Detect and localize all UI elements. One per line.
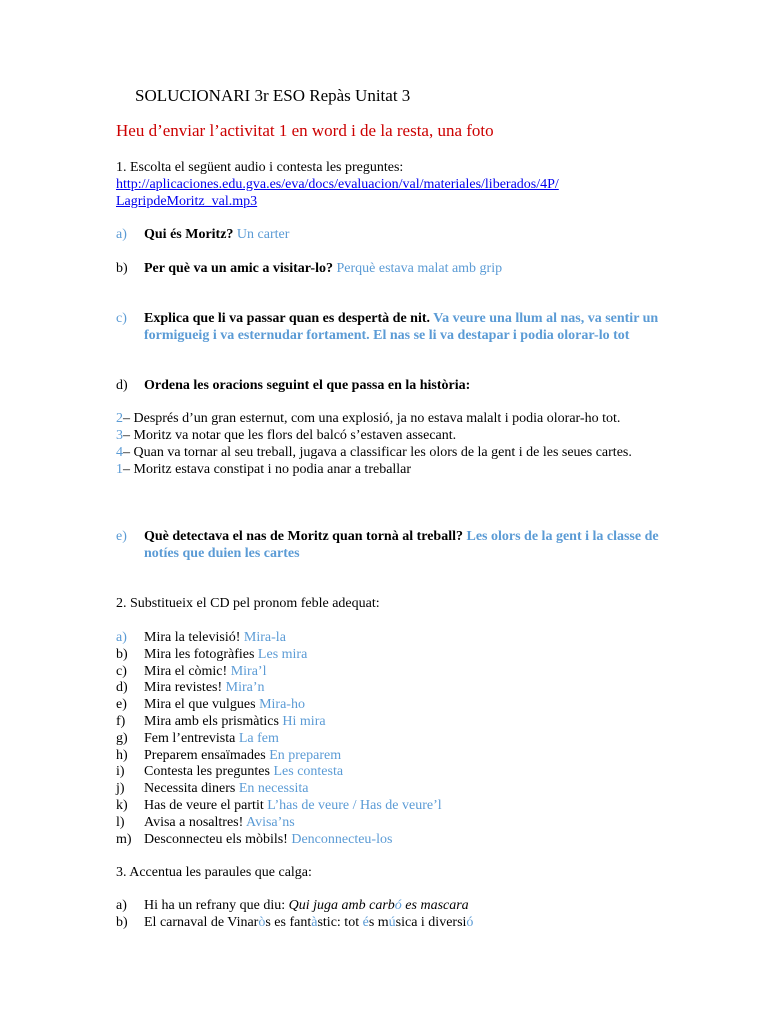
list-item: g) Fem l’entrevista La fem <box>116 730 279 746</box>
list-item: h) Preparem ensaïmades En preparem <box>116 747 342 763</box>
document-page: SOLUCIONARI 3r ESO Repàs Unitat 3 Heu d’enviar l’activitat 1 en word i de la resta, una foto 1. Escolta el següent audio i contesta les preguntes: http://aplicaciones.edu.gva.es/eva/docs/evaluacion/val/materiales/liberados/4P/ LagripdeMoritz_val.mp3 a) Qui és Moritz? Un carter b) Per què va un amic a visitar-lo? Perquè estava malat amb grip c) Explica que li va passar quan es despertà de nit. Va veure una llum al nas, va sentir un formigueig i va esternudar fortament. El nas se li va destapar i podia olorar-lo tot d) Ordena les oracions seguint el que passa en la història: 2– Després d’un gran esternut, com una explosió, ja no estava malalt i podia olorar-ho tot. 3– Moritz va notar que les flors del balcó s’estaven assecant. 4– Quan va tornar al seu treball, jugava a classificar les olors de la gent i de les seues cartes. 1– Moritz estava constipat i no podia anar a treballar e) Què detectava el nas de Moritz quan tornà al treball? Les olors de la gent i la classe de notíes que duien les cartes 2. Substitueix el CD pel pronom feble adequat: a) Mira la televisió! Mira-la b) Mira les fotogràfies Les mira c) Mira el còmic! Mira’l d) Mira revistes! Mira’n e) Mira el que vulgues Mira-ho f) Mira amb els prismàtics Hi mira g) Fem l’entrevista La fem h) Preparem ensaïmades En preparem i) Contesta les preguntes Les contesta j) Necessita diners En necessita k) Has de veure el partit L’has de veure / Has de veure’l l) Avisa a nosaltres! Avisa’ns m) Desconnecteu els mòbils! Denconnecteu-los 3. Accentua les paraules que calga: a) Hi ha un refrany que diu: Qui juga amb carbó es mascara b) El carnaval de Vinaròs es fantàstic: tot és música i diversió <box>0 0 768 1024</box>
exercise-1-prompt: 1. Escolta el següent audio i contesta les preguntes: http://aplicaciones.edu.gva.es/eva/docs/evaluacion/val/materiales/liberados/4P/ LagripdeMoritz_val.mp3 <box>116 160 559 209</box>
list-item: d) Mira revistes! Mira’n <box>116 680 265 696</box>
exercise-2-list <box>116 629 676 847</box>
audio-link[interactable]: http://aplicaciones.edu.gva.es/eva/docs/evaluacion/val/materiales/liberados/4P/ <box>116 177 559 192</box>
list-item: m) Desconnecteu els mòbils! Denconnecteu-los <box>116 831 393 847</box>
list-item: c) Mira el còmic! Mira’l <box>116 663 267 679</box>
exercise-2-prompt: 2. Substitueix el CD pel pronom feble adequat: <box>116 596 380 611</box>
answer: Perquè estava malat amb grip <box>336 261 503 276</box>
list-item: i) Contesta les preguntes Les contesta <box>116 764 344 780</box>
audio-link-continued[interactable]: LagripdeMoritz_val.mp3 <box>116 194 258 209</box>
order-item: 2– Després d’un gran esternut, com una explosió, ja no estava malalt i podia olorar-ho tot. <box>116 411 621 426</box>
order-item: 4– Quan va tornar al seu treball, jugava a classificar les olors de la gent i de les seues cartes. <box>116 445 632 460</box>
page-title: SOLUCIONARI 3r ESO Repàs Unitat 3 <box>135 86 411 105</box>
list-item: b) Mira les fotogràfies Les mira <box>116 646 308 662</box>
answer: Va veure una llum al nas, va sentir un formigueig i va esternudar fortament. El nas se li va destapar i podia olorar-lo tot <box>144 311 659 343</box>
list-item: e) Mira el que vulgues Mira-ho <box>116 697 305 713</box>
exercise-3-prompt: 3. Accentua les paraules que calga: <box>116 865 312 880</box>
ordered-sentences <box>116 410 676 478</box>
list-item: b) El carnaval de Vinaròs es fantàstic: tot és música i diversió <box>116 914 474 930</box>
list-item: l) Avisa a nosaltres! Avisa’ns <box>116 814 295 830</box>
list-item: a) Mira la televisió! Mira-la <box>116 630 286 645</box>
answer: Les olors de la gent i la classe de notíes que duien les cartes <box>144 529 659 561</box>
list-item: f) Mira amb els prismàtics Hi mira <box>116 713 326 729</box>
notice-text: Heu d’enviar l’activitat 1 en word i de la resta, una foto <box>116 121 494 140</box>
order-item: 3– Moritz va notar que les flors del balcó s’estaven assecant. <box>116 428 457 443</box>
list-item: k) Has de veure el partit L’has de veure / Has de veure’l <box>116 797 442 813</box>
answer: Un carter <box>236 227 290 242</box>
list-item: a) Hi ha un refrany que diu: Qui juga amb carbó es mascara <box>116 898 469 913</box>
order-item: 1– Moritz estava constipat i no podia anar a treballar <box>116 462 412 477</box>
list-item: j) Necessita diners En necessita <box>116 781 309 797</box>
exercise-3-list <box>116 897 676 931</box>
